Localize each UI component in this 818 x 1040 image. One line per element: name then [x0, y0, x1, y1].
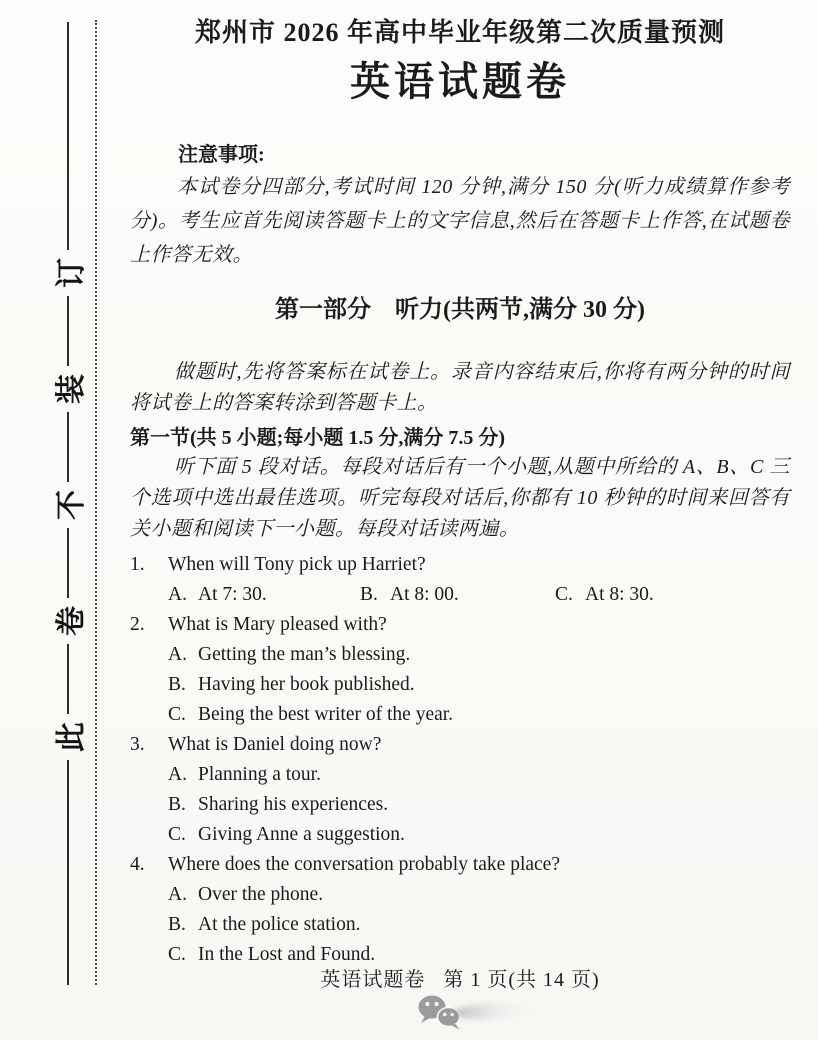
- question-text: Where does the conversation probably take place?: [168, 854, 560, 875]
- option-row: [130, 580, 790, 610]
- question-list: [130, 550, 790, 970]
- option-label: A.: [168, 884, 187, 905]
- seam-dash: [67, 412, 69, 482]
- binding-char: 此: [55, 722, 88, 752]
- question-item: [130, 550, 790, 610]
- option-text: At 8: 30.: [585, 584, 654, 605]
- question-text: What is Daniel doing now?: [168, 734, 382, 755]
- option: [168, 580, 360, 610]
- option-text: Having her book published.: [198, 674, 415, 695]
- binding-char: 订: [55, 258, 88, 288]
- binding-char: 装: [55, 374, 88, 404]
- section1-heading: 第一节(共 5 小题;每小题 1.5 分,满分 7.5 分): [130, 427, 505, 449]
- option-list: [130, 640, 790, 730]
- question-text: What is Mary pleased with?: [168, 614, 387, 635]
- option: [168, 760, 790, 790]
- option-label: A.: [168, 644, 187, 665]
- option-list: [130, 760, 790, 850]
- paper-title: 英语试题卷: [350, 59, 570, 104]
- binding-char: 卷: [55, 606, 88, 636]
- option-label: C.: [168, 824, 186, 845]
- option: [168, 640, 790, 670]
- option-label: B.: [168, 794, 186, 815]
- option-label: B.: [168, 914, 186, 935]
- footer-page-number: 第 1 页(共 14 页): [443, 969, 600, 991]
- question-number: 2.: [130, 614, 145, 635]
- option-label: B.: [360, 584, 378, 605]
- option-text: At the police station.: [198, 914, 361, 935]
- option-text: Over the phone.: [198, 884, 324, 905]
- option-text: Being the best writer of the year.: [198, 704, 454, 725]
- footer-paper-label: 英语试题卷: [320, 969, 426, 991]
- part1-heading: 第一部分 听力(共两节,满分 30 分): [275, 297, 645, 323]
- question-item: [130, 610, 790, 730]
- option: [555, 580, 790, 610]
- exam-content: [130, 0, 790, 970]
- option-text: At 7: 30.: [198, 584, 267, 605]
- option-label: C.: [555, 584, 573, 605]
- exam-title: 郑州市 2026 年高中毕业年级第二次质量预测: [194, 18, 725, 47]
- option-label: C.: [168, 704, 186, 725]
- option-list: [130, 880, 790, 970]
- seam-dash: [67, 22, 69, 250]
- option-text: At 8: 00.: [390, 584, 459, 605]
- option: [168, 820, 790, 850]
- option: [168, 790, 790, 820]
- seam-dash: [67, 760, 69, 985]
- option-label: A.: [168, 584, 187, 605]
- notice-section: [130, 140, 790, 272]
- binding-dotted-line: [95, 20, 97, 985]
- notice-heading: 注意事项:: [178, 144, 265, 166]
- part1-intro: 做题时,先将答案标在试卷上。录音内容结束后,你将有两分钟的时间将试卷上的答案转涂到答题卡上。: [130, 361, 790, 414]
- question-number: 1.: [130, 554, 145, 575]
- option: [168, 670, 790, 700]
- binding-seam: [50, 22, 86, 985]
- option-label: B.: [168, 674, 186, 695]
- option-text: Giving Anne a suggestion.: [198, 824, 405, 845]
- question-item: [130, 850, 790, 970]
- option-text: In the Lost and Found.: [198, 944, 376, 965]
- seam-dash: [67, 644, 69, 714]
- option-text: Getting the man’s blessing.: [198, 644, 411, 665]
- question-number: 4.: [130, 854, 145, 875]
- option: [360, 580, 555, 610]
- section1-intro: 听下面 5 段对话。每段对话后有一个小题,从题中所给的 A、B、C 三个选项中选出最佳选项。听完每段对话后,你都有 10 秒钟的时间来回答有关小题和阅读下一小题。每段对话读两遍。: [130, 456, 790, 540]
- binding-char: 不: [55, 490, 88, 520]
- question-text: When will Tony pick up Harriet?: [168, 554, 426, 575]
- question-item: [130, 730, 790, 850]
- option-label: C.: [168, 944, 186, 965]
- page-footer: [130, 963, 790, 992]
- option-text: Sharing his experiences.: [198, 794, 389, 815]
- notice-body: 本试卷分四部分,考试时间 120 分钟,满分 150 分(听力成绩算作参考分)。考生应首先阅读答题卡上的文字信息,然后在答题卡上作答,在试题卷上作答无效。: [130, 176, 790, 266]
- option-text: Planning a tour.: [198, 764, 321, 785]
- option-label: A.: [168, 764, 187, 785]
- seam-dash: [67, 528, 69, 598]
- option: [168, 910, 790, 940]
- option: [168, 700, 790, 730]
- option: [168, 880, 790, 910]
- question-number: 3.: [130, 734, 145, 755]
- seam-dash: [67, 296, 69, 366]
